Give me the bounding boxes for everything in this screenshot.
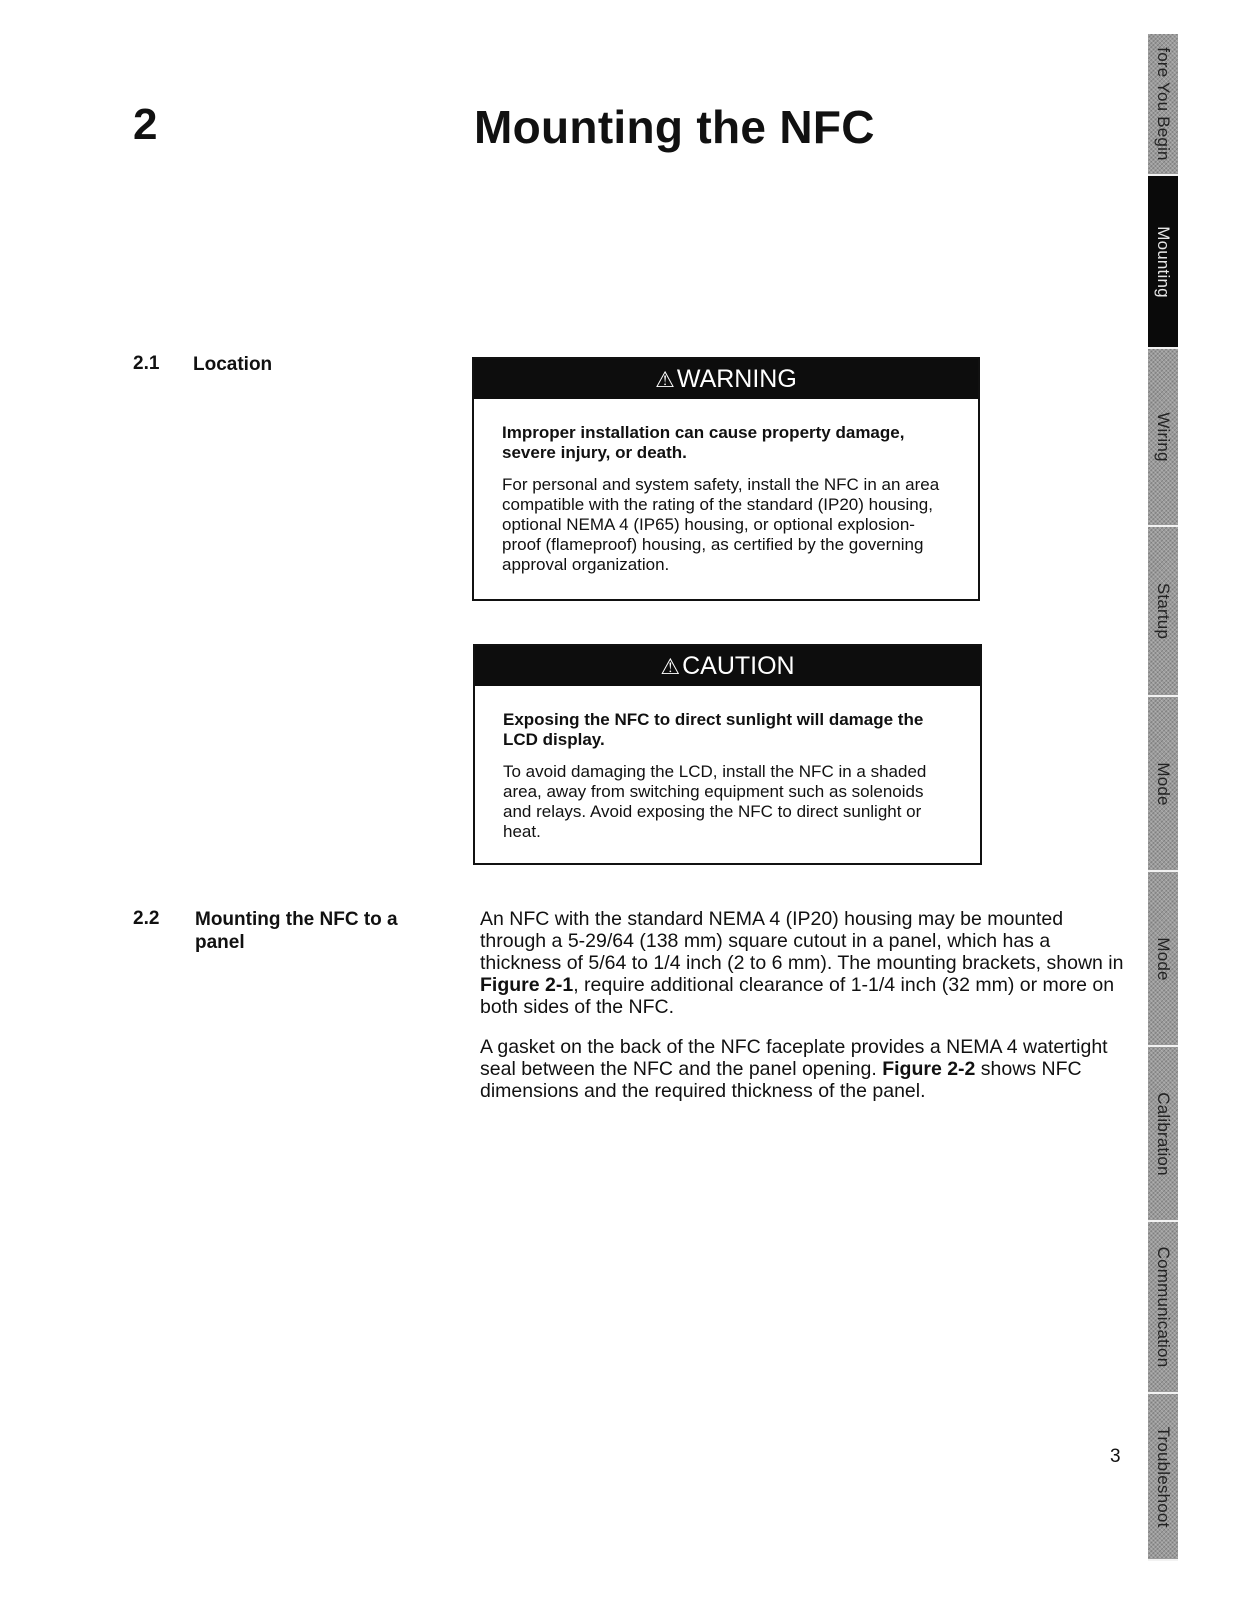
figure-2-1-ref: Figure 2-1 [480, 974, 574, 996]
section-2-2-title-line2: panel [195, 932, 245, 953]
warning-header [474, 359, 978, 399]
body-paragraph-1 [480, 908, 1130, 1018]
tab-label: Startup [1154, 582, 1173, 640]
tab-mode-1[interactable] [1148, 697, 1178, 872]
tab-label: Mode [1154, 761, 1173, 806]
tab-mounting[interactable] [1148, 176, 1178, 349]
tab-label: Mounting [1154, 225, 1173, 298]
tab-troubleshooting[interactable] [1148, 1394, 1178, 1561]
tab-mode-2[interactable] [1148, 872, 1178, 1047]
chapter-title: Mounting the NFC [474, 101, 875, 153]
section-2-2-title-line1: Mounting the NFC to a [195, 909, 398, 930]
paragraph-2-text-b: shows NFC dimensions and the required thickness of the panel. [480, 1058, 1082, 1102]
chapter-number: 2 [133, 100, 158, 149]
figure-2-2-ref: Figure 2-2 [882, 1058, 976, 1080]
tab-label: fore You Begin [1154, 47, 1173, 161]
tab-label: Troubleshoot [1154, 1426, 1173, 1527]
section-2-1-number: 2.1 [133, 353, 160, 374]
tab-calibration[interactable] [1148, 1047, 1178, 1222]
warning-label: WARNING [676, 365, 797, 393]
warning-lead: Improper installation can cause property damage, severe injury, or death. [502, 423, 905, 462]
section-2-2-title [195, 908, 398, 954]
tab-communication[interactable] [1148, 1222, 1178, 1394]
paragraph-1-text-b: , require additional clearance of 1-1/4 inch (32 mm) or more on both sides of the NFC. [480, 974, 1115, 1018]
section-2-2-number: 2.2 [133, 908, 160, 929]
tab-before-you-begin[interactable] [1148, 34, 1178, 176]
caution-triangle-icon: ⚠ [660, 654, 681, 679]
warning-triangle-icon: ⚠ [655, 367, 675, 392]
tab-label: Mode [1154, 936, 1173, 981]
caution-box [473, 644, 982, 865]
warning-text: For personal and system safety, install the NFC in an area compatible with the rating of the standard (IP20) housing, optional NEMA 4 (IP65) housing, or optional explosion-proof (flameproof) housing, as certified by the governing approval organization. [502, 475, 940, 574]
tab-label: Wiring [1154, 412, 1173, 462]
thumb-tab-strip [1148, 34, 1178, 1561]
tab-startup[interactable] [1148, 527, 1178, 697]
tab-wiring[interactable] [1148, 349, 1178, 527]
caution-lead: Exposing the NFC to direct sunlight will damage the LCD display. [503, 710, 924, 749]
caution-label: CAUTION [682, 652, 795, 680]
section-2-1-title: Location [193, 354, 273, 375]
caution-header [475, 646, 980, 686]
body-paragraph-2 [480, 1036, 1130, 1102]
tab-label: Communication [1154, 1246, 1173, 1368]
paragraph-2-text-a: A gasket on the back of the NFC faceplate provides a NEMA 4 watertight seal between the NFC and the panel opening. [480, 1036, 1108, 1080]
tab-label: Calibration [1154, 1091, 1173, 1176]
caution-text: To avoid damaging the LCD, install the NFC in a shaded area, away from switching equipment such as solenoids and relays. Avoid exposing the NFC to direct sunlight or heat. [503, 762, 927, 841]
paragraph-1-text-a: An NFC with the standard NEMA 4 (IP20) housing may be mounted through a 5-29/64 (138 mm) square cutout in a panel, which has a thickness of 5/64 to 1/4 inch (2 to 6 mm). The mounting brackets, shown in [480, 908, 1124, 974]
page-number: 3 [1110, 1446, 1121, 1467]
warning-box [472, 357, 980, 601]
